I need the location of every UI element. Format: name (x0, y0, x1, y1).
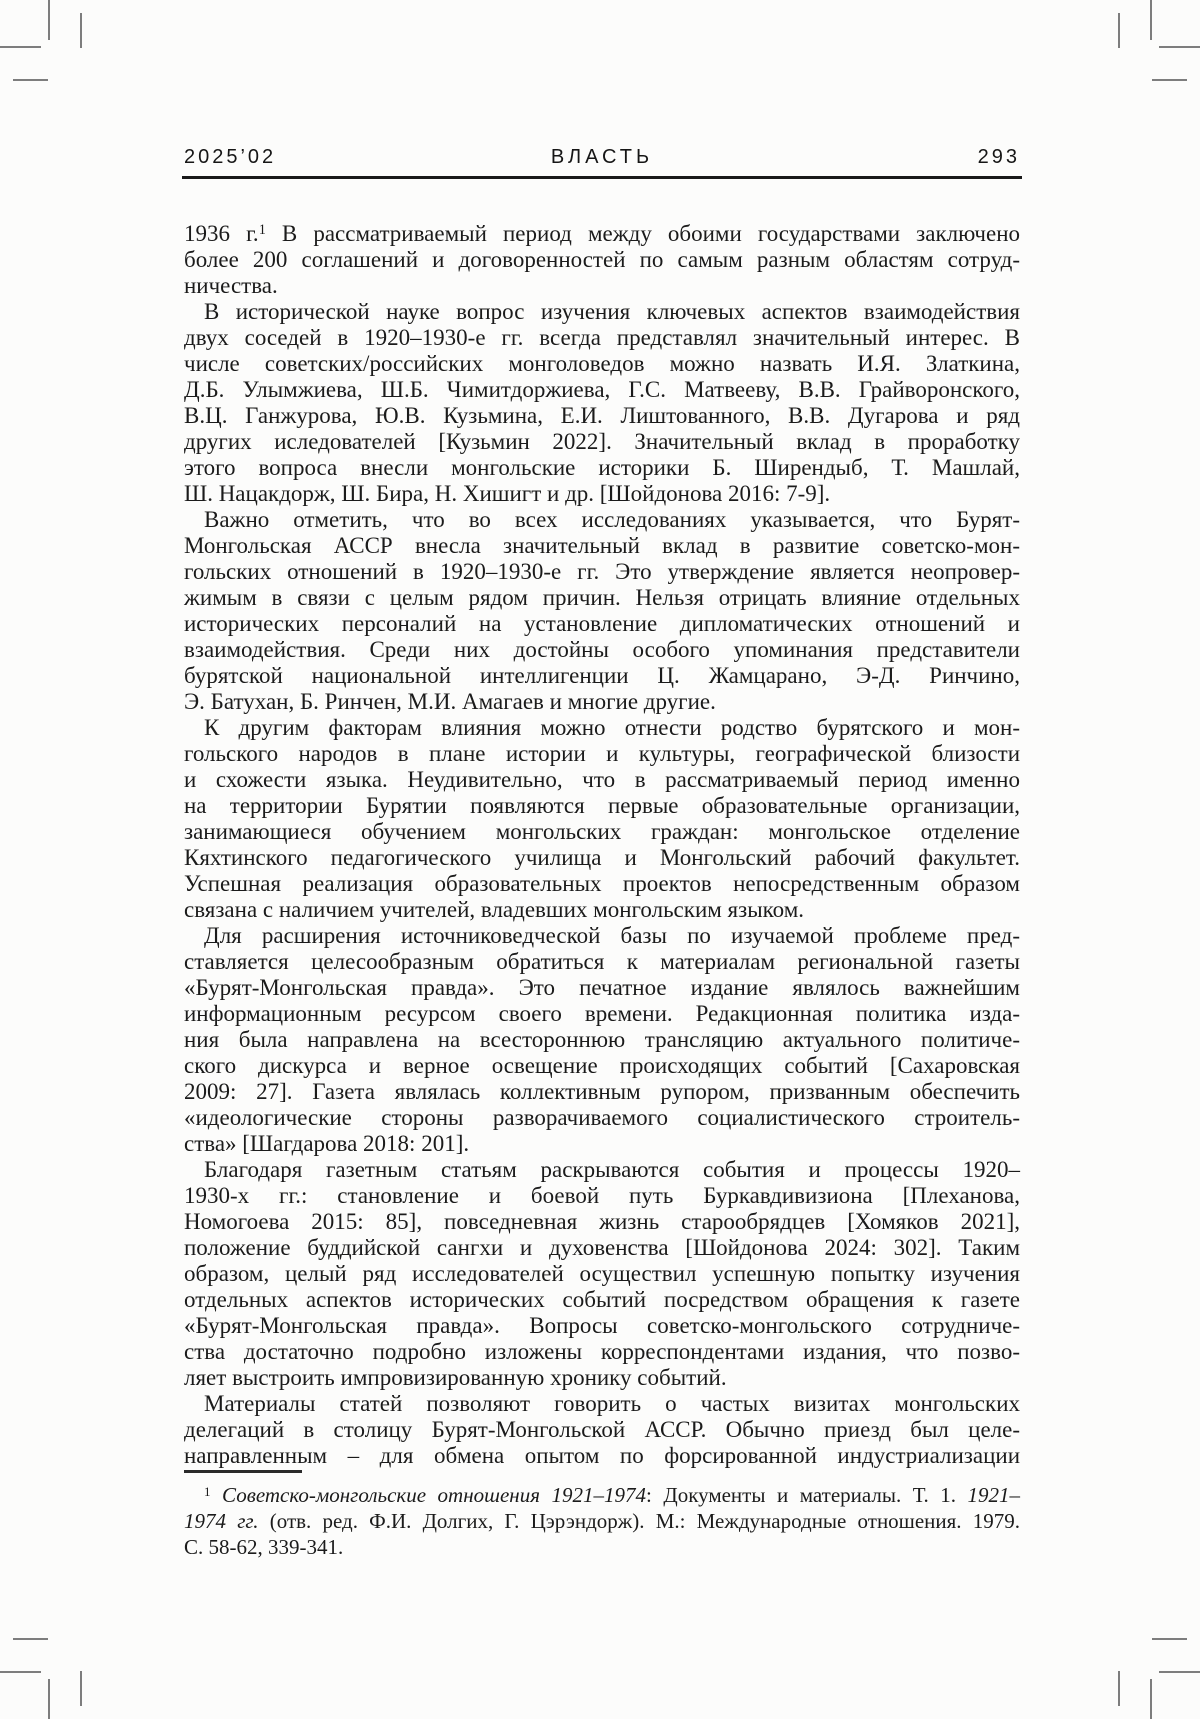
text-segment: двух соседей в 1920–1930-е гг. всегда представлял значительный интерес. В (184, 325, 1020, 350)
text-line (184, 377, 1020, 403)
text-line (184, 1001, 1020, 1027)
text-segment: В рассматриваемый период между обоими государствами заключено (265, 221, 1020, 246)
text-line (184, 403, 1020, 429)
crop-mark (0, 46, 41, 48)
crop-mark (1150, 1679, 1152, 1719)
text-segment: 1930-х гг.: становление и боевой путь Буркавдивизиона [Плеханова, (184, 1183, 1020, 1208)
paragraph (184, 1482, 1020, 1560)
text-line (184, 1482, 1020, 1508)
footnote-marker: 1 (258, 222, 266, 239)
crop-mark (1150, 0, 1152, 40)
text-segment: (отв. ред. Ф.И. Долгих, Г. Цэрэндорж). М.: Международные отношения. 1979. (258, 1509, 1020, 1533)
text-line (184, 845, 1020, 871)
footnote-rule (184, 1470, 302, 1473)
text-segment: направленным – для обмена опытом по форсированной индустриализации (184, 1443, 1020, 1468)
text-line (184, 1417, 1020, 1443)
text-segment: занимающиеся обучением монгольских граждан: монгольское отделение (184, 819, 1020, 844)
text-segment: ставляется целесообразным обратиться к материалам региональной газеты (184, 949, 1020, 974)
text-segment: С. 58-62, 339-341. (184, 1535, 344, 1559)
crop-mark (1152, 79, 1187, 81)
text-segment: ства» [Шагдарова 2018: 201]. (184, 1131, 470, 1156)
text-segment: числе советских/российских монголоведов можно назвать И.Я. Златкина, (184, 351, 1020, 376)
crop-mark (1152, 1638, 1187, 1640)
text-line (184, 1079, 1020, 1105)
crop-mark (13, 1638, 48, 1640)
text-segment: ства достаточно подробно изложены корреспондентами издания, что позво- (184, 1339, 1020, 1364)
text-segment: гольского народов в плане истории и культуры, географической близости (184, 741, 1020, 766)
crop-mark (48, 0, 50, 40)
italic-text: 1921– (967, 1483, 1021, 1507)
text-segment: отдельных аспектов исторических событий посредством обращения к газете (184, 1287, 1020, 1312)
text-segment: Важно отметить, что во всех исследованиях указывается, что Бурят- (204, 507, 1020, 532)
page-number: 293 (977, 146, 1020, 168)
text-line (184, 923, 1020, 949)
journal-issue: 2025’02 (184, 146, 277, 168)
text-line (184, 221, 1020, 247)
text-line (184, 1508, 1020, 1534)
journal-title: ВЛАСТЬ (550, 146, 654, 168)
text-line (184, 1339, 1020, 1365)
text-line (184, 949, 1020, 975)
text-segment: В.Ц. Ганжурова, Ю.В. Кузьмина, Е.И. Лиштованного, В.В. Дугарова и ряд (184, 403, 1020, 428)
text-line (184, 1261, 1020, 1287)
crop-mark (13, 79, 48, 81)
text-line (184, 533, 1020, 559)
text-line (184, 897, 1020, 923)
paragraph (184, 715, 1020, 923)
crop-mark (1159, 46, 1200, 48)
text-segment: информационным ресурсом своего времени. Редакционная политика изда- (184, 1001, 1020, 1026)
text-line (184, 1131, 1020, 1157)
text-line (184, 1027, 1020, 1053)
text-line (184, 741, 1020, 767)
text-segment: В исторической науке вопрос изучения ключевых аспектов взаимодействия (204, 299, 1020, 324)
text-segment: «Бурят-Монгольская правда». Вопросы советско-монгольского сотрудниче- (184, 1313, 1020, 1338)
text-segment: Ш. Нацакдорж, Ш. Бира, Н. Хишигт и др. [Шойдонова 2016: 7-9]. (184, 481, 831, 506)
text-segment: других иследователей [Кузьмин 2022]. Значительный вклад в проработку (184, 429, 1020, 454)
text-line (184, 611, 1020, 637)
text-line (184, 871, 1020, 897)
text-segment: Кяхтинского педагогического училища и Монгольский рабочий факультет. (184, 845, 1020, 870)
text-segment: исторических персоналий на установление дипломатических отношений и (184, 611, 1020, 636)
text-segment: взаимодействия. Среди них достойны особого упоминания представители (184, 637, 1020, 662)
page-header (184, 146, 1020, 172)
text-line (184, 429, 1020, 455)
text-segment: Э. Батухан, Б. Ринчен, М.И. Амагаев и многие другие. (184, 689, 716, 714)
paragraph (184, 923, 1020, 1157)
text-segment: Материалы статей позволяют говорить о частых визитах монгольских (204, 1391, 1020, 1416)
text-line (184, 247, 1020, 273)
text-line (184, 1105, 1020, 1131)
paragraph (184, 1391, 1020, 1469)
text-segment: делегаций в столицу Бурят-Монгольской АССР. Обычно приезд был целе- (184, 1417, 1020, 1442)
text-segment: ского дискурса и верное освещение происходящих событий [Сахаровская (184, 1053, 1020, 1078)
text-segment: на территории Бурятии появляются первые образовательные организации, (184, 793, 1020, 818)
text-line (184, 1443, 1020, 1469)
text-line (184, 1391, 1020, 1417)
text-segment: бурятской национальной интеллигенции Ц. Жамцарано, Э-Д. Ринчино, (184, 663, 1020, 688)
text-line (184, 1235, 1020, 1261)
text-segment: «идеологические стороны разворачиваемого социалистического строитель- (184, 1105, 1020, 1130)
crop-mark (1159, 1671, 1200, 1673)
text-line (184, 1053, 1020, 1079)
text-line (184, 299, 1020, 325)
text-segment: жимым в связи с целым рядом причин. Нельзя отрицать влияние отдельных (184, 585, 1020, 610)
text-line (184, 1365, 1020, 1391)
text-line (184, 819, 1020, 845)
text-line (184, 455, 1020, 481)
header-rule (182, 176, 1022, 179)
text-line (184, 1157, 1020, 1183)
text-segment: 1936 г. (184, 221, 259, 246)
crop-mark (48, 1679, 50, 1719)
text-segment: : Документы и материалы. Т. 1. (646, 1483, 968, 1507)
text-line (184, 325, 1020, 351)
text-line (184, 481, 1020, 507)
text-segment: К другим факторам влияния можно отнести родство бурятского и мон- (204, 715, 1020, 740)
text-segment: образом, целый ряд исследователей осуществил успешную попытку изучения (184, 1261, 1020, 1286)
crop-mark (1118, 1671, 1120, 1706)
paragraph (184, 507, 1020, 715)
crop-mark (80, 1671, 82, 1706)
text-line (184, 637, 1020, 663)
text-segment: положение буддийской сангхи и духовенства [Шойдонова 2024: 302]. Таким (184, 1235, 1020, 1260)
text-segment: 2009: 27]. Газета являлась коллективным рупором, призванным обеспечить (184, 1079, 1020, 1104)
text-segment: ничества. (184, 273, 278, 298)
text-segment: и схожести языка. Неудивительно, что в рассматриваемый период именно (184, 767, 1020, 792)
footnote (184, 1482, 1020, 1560)
text-segment: Успешная реализация образовательных проектов непосредственным образом (184, 871, 1020, 896)
italic-text: Советско-монгольские отношения 1921–1974 (222, 1483, 647, 1507)
text-line (184, 1287, 1020, 1313)
text-segment: этого вопроса внесли монгольские историки Б. Ширендыб, Т. Машлай, (184, 455, 1020, 480)
text-segment: Для расширения источниковедческой базы по изучаемой проблеме пред- (204, 923, 1020, 948)
text-line (184, 793, 1020, 819)
text-segment: «Бурят-Монгольская правда». Это печатное издание являлось важнейшим (184, 975, 1020, 1000)
text-segment: Номогоева 2015: 85], повседневная жизнь старообрядцев [Хомяков 2021], (184, 1209, 1020, 1234)
text-line (184, 663, 1020, 689)
text-line (184, 689, 1020, 715)
text-line (184, 1183, 1020, 1209)
crop-mark (0, 1671, 41, 1673)
text-segment: Монгольская АССР внесла значительный вклад в развитие советско-мон- (184, 533, 1020, 558)
paragraph (184, 1157, 1020, 1391)
text-line (184, 975, 1020, 1001)
text-line (184, 1209, 1020, 1235)
text-segment: ния была направлена на всестороннюю трансляцию актуального политиче- (184, 1027, 1020, 1052)
text-segment: связана с наличием учителей, владевших монгольским языком. (184, 897, 805, 922)
text-line (184, 1534, 1020, 1560)
text-line (184, 585, 1020, 611)
text-line (184, 507, 1020, 533)
text-line (184, 767, 1020, 793)
text-line (184, 273, 1020, 299)
paragraph (184, 221, 1020, 299)
text-line (184, 559, 1020, 585)
text-segment: ляет выстроить импровизированную хронику событий. (184, 1365, 727, 1390)
text-segment: Д.Б. Улымжиева, Ш.Б. Чимитдоржиева, Г.С. Матвееву, В.В. Грайворонского, (184, 377, 1020, 402)
text-line (184, 351, 1020, 377)
paragraph (184, 299, 1020, 507)
crop-mark (1118, 13, 1120, 48)
crop-mark (80, 13, 82, 48)
text-segment: гольских отношений в 1920–1930-е гг. Это утверждение является неопровер- (184, 559, 1020, 584)
text-line (184, 1313, 1020, 1339)
footnote-marker: 1 (204, 1483, 211, 1499)
text-segment (211, 1483, 223, 1507)
article-body (184, 221, 1020, 1469)
text-segment: более 200 соглашений и договоренностей по самым разным областям сотруд- (184, 247, 1020, 272)
text-segment: Благодаря газетным статьям раскрываются события и процессы 1920– (204, 1157, 1020, 1182)
text-line (184, 715, 1020, 741)
italic-text: 1974 гг. (184, 1509, 259, 1533)
